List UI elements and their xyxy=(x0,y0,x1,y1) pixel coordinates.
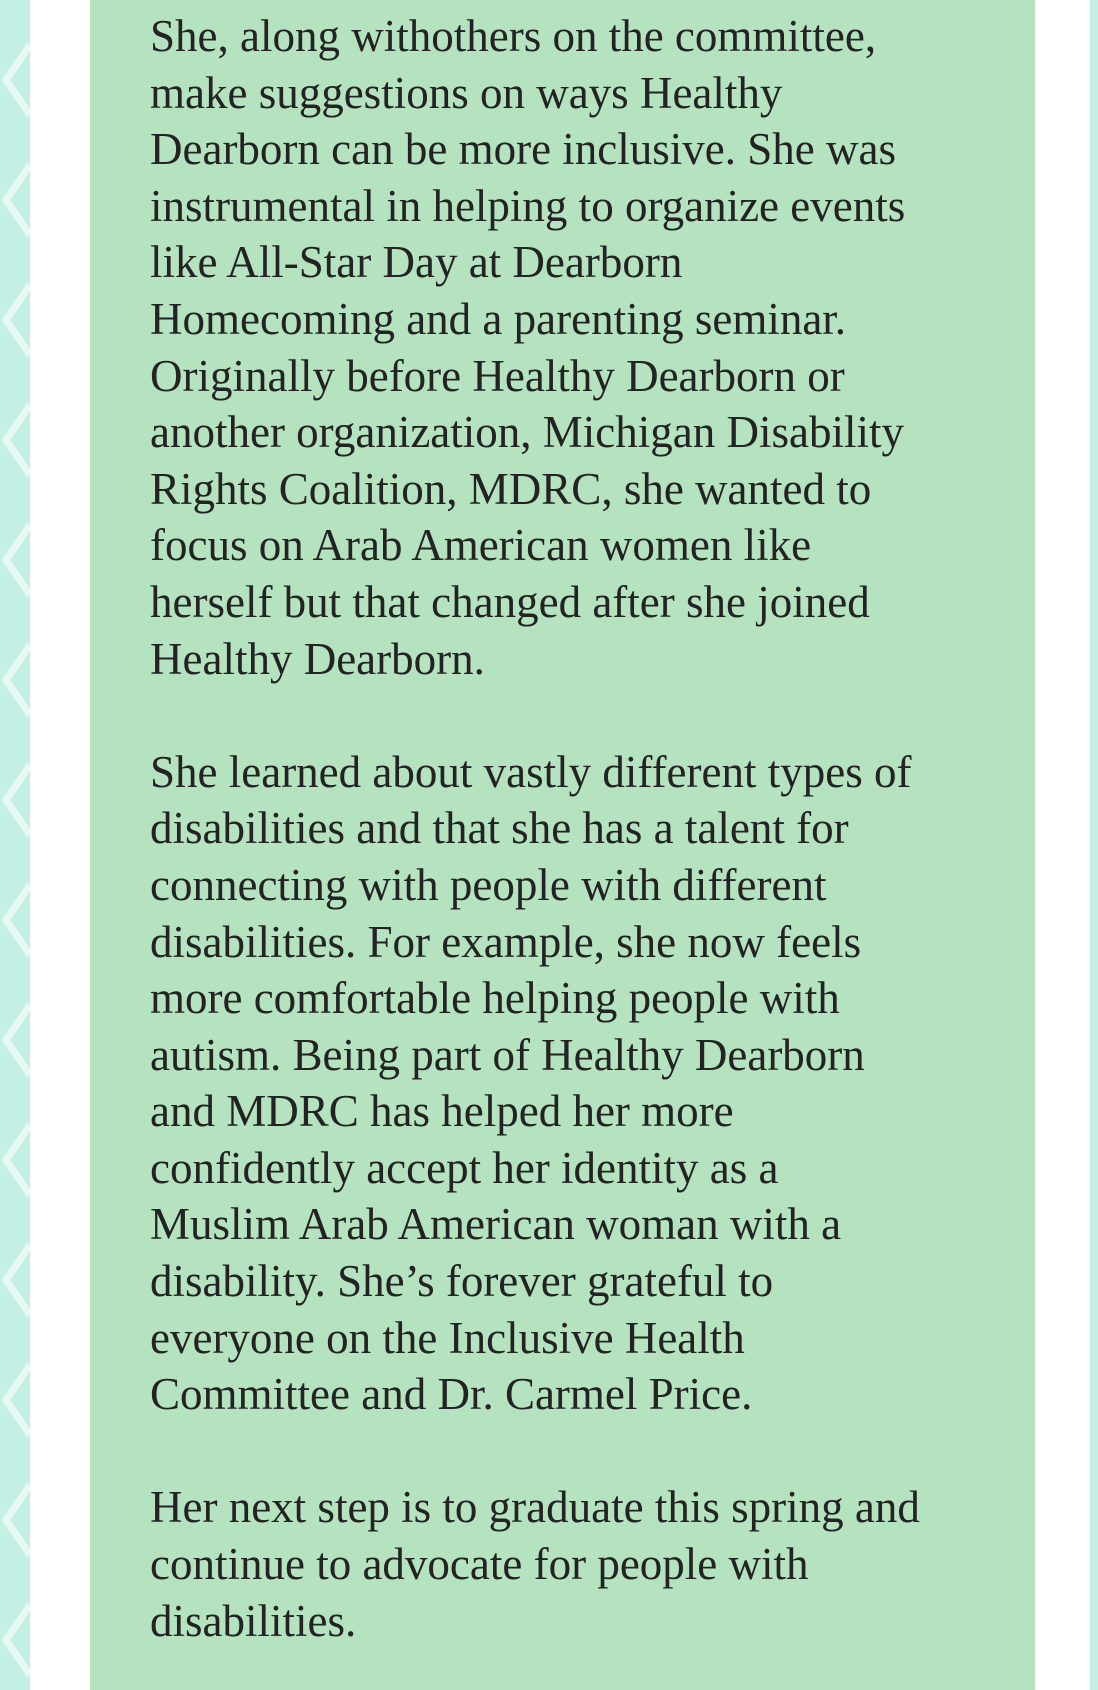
text-line: Healthy Dearborn. xyxy=(150,633,485,684)
paragraph-next-step xyxy=(150,1479,990,1649)
text-line: disability. She’s forever grateful to xyxy=(150,1256,774,1307)
text-line: connecting with people with different xyxy=(150,859,827,910)
text-line: focus on Arab American women like xyxy=(150,520,812,571)
text-line: disabilities. For example, she now feels xyxy=(150,916,862,967)
article-body xyxy=(150,8,990,1690)
text-line: everyone on the Inclusive Health xyxy=(150,1312,745,1363)
text-line: herself but that changed after she joined xyxy=(150,576,870,627)
paragraph-disabilities xyxy=(150,744,990,1423)
text-line: Rights Coalition, MDRC, she wanted to xyxy=(150,463,872,514)
paragraph-committee xyxy=(150,8,990,687)
text-line: like All-Star Day at Dearborn xyxy=(150,237,683,288)
chevron-pattern-icon xyxy=(0,0,30,1690)
text-line: disabilities and that she has a talent for xyxy=(150,803,849,854)
text-line: another organization, Michigan Disability xyxy=(150,407,904,458)
text-line: instrumental in helping to organize events xyxy=(150,180,906,231)
text-line: continue to advocate for people with xyxy=(150,1539,809,1590)
right-margin xyxy=(1035,0,1098,1690)
text-line: Her next step is to graduate this spring and xyxy=(150,1482,920,1533)
text-line: Committee and Dr. Carmel Price. xyxy=(150,1369,753,1420)
text-line: autism. Being part of Healthy Dearborn xyxy=(150,1029,865,1080)
text-line: disabilities. xyxy=(150,1595,357,1646)
text-line: more comfortable helping people with xyxy=(150,973,840,1024)
left-gutter xyxy=(30,0,90,1690)
text-line: She learned about vastly different types of xyxy=(150,746,912,797)
text-line: She, along withothers on the committee, xyxy=(150,11,877,61)
text-line: make suggestions on ways Healthy xyxy=(150,67,783,118)
text-line: Originally before Healthy Dearborn or xyxy=(150,350,845,401)
text-line: Dearborn can be more inclusive. She was xyxy=(150,124,896,175)
text-line: confidently accept her identity as a xyxy=(150,1142,779,1193)
text-line: and MDRC has helped her more xyxy=(150,1086,734,1137)
right-decorative-strip xyxy=(1090,0,1098,1690)
decorative-chevron-border xyxy=(0,0,30,1690)
text-line: Homecoming and a parenting seminar. xyxy=(150,293,847,344)
text-line: Muslim Arab American woman with a xyxy=(150,1199,842,1250)
